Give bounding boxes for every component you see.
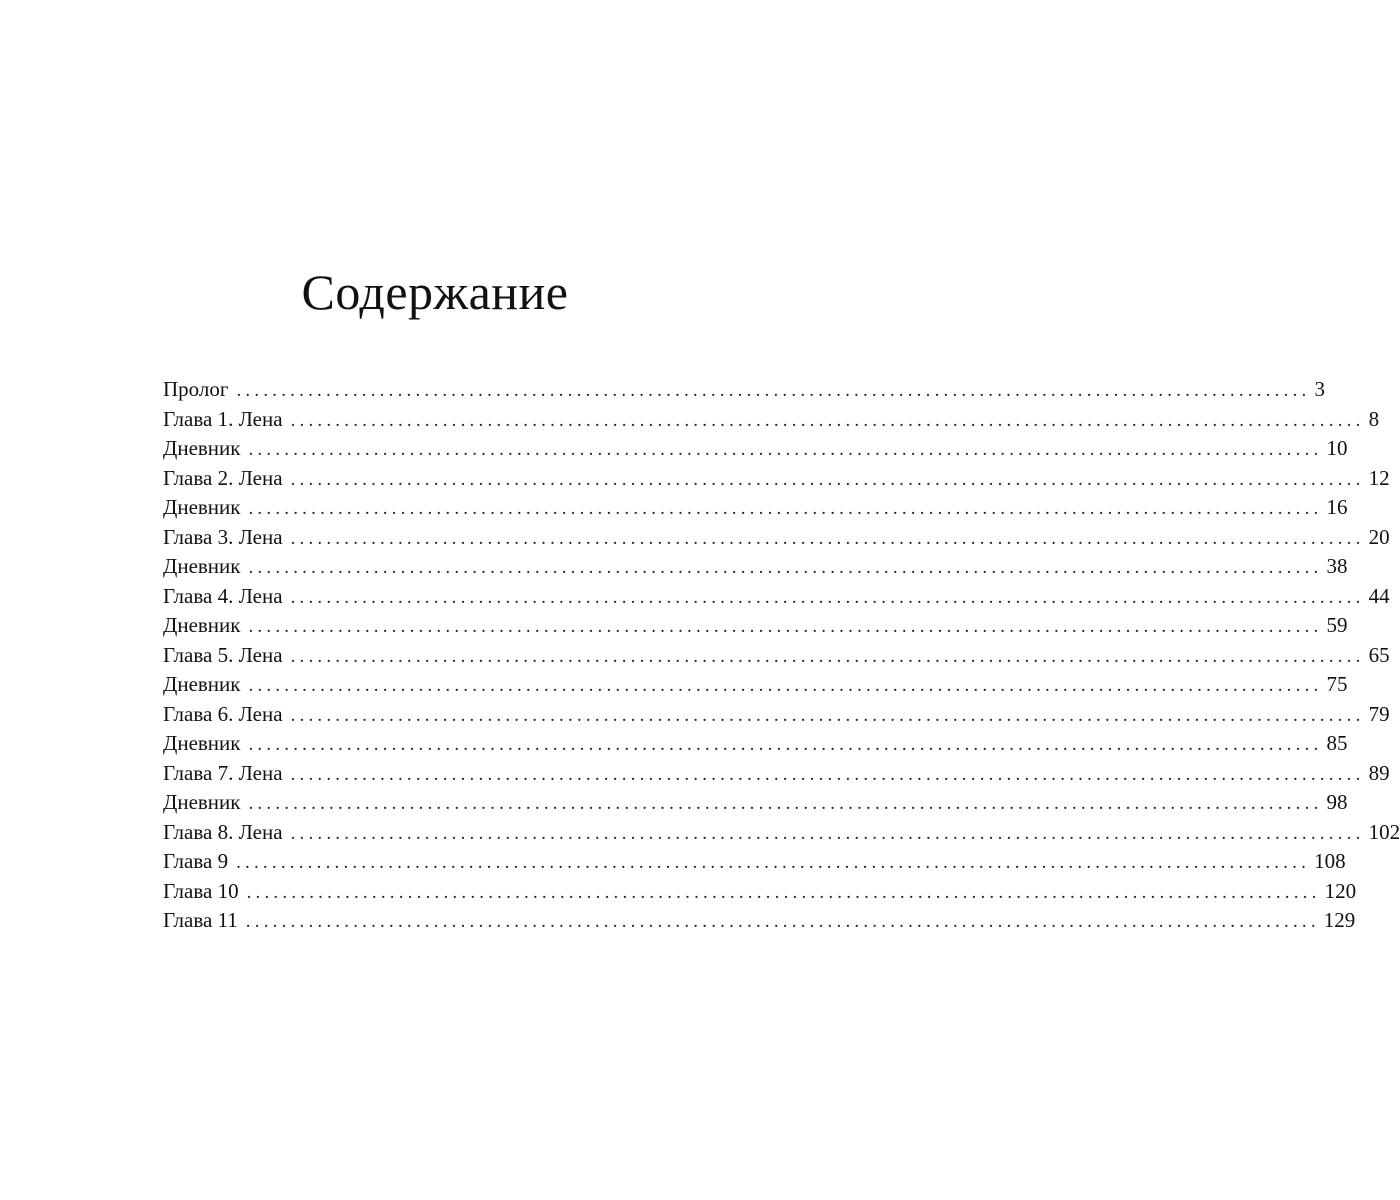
toc-entry-page-number: 98 [1326, 790, 1348, 814]
toc-dot-leader: ........................................................................................................................ [245, 911, 1320, 932]
toc-entry-page-number: 102 [1368, 819, 1400, 844]
toc-entry-page-number: 120 [1324, 878, 1357, 903]
toc-dot-leader: ........................................................................................................................ [248, 793, 1323, 814]
toc-entry [163, 552, 1348, 582]
toc-entry-label: Глава 8. Лена [163, 819, 283, 844]
toc-entry [163, 405, 1380, 435]
toc-entry-label: Дневник [163, 790, 241, 814]
toc-entry-label: Дневник [163, 613, 241, 637]
toc-entry-label: Дневник [163, 436, 241, 460]
toc-entry-label: Глава 10 [163, 878, 239, 903]
toc-entry-page-number: 16 [1326, 495, 1348, 519]
toc-entry [163, 759, 1390, 789]
toc-entry [163, 434, 1348, 464]
toc-entry-label: Глава 3. Лена [163, 524, 283, 549]
toc-entry-page-number: 20 [1368, 524, 1390, 549]
toc-entry-page-number: 10 [1326, 436, 1348, 460]
toc-dot-leader: ........................................................................................................................ [290, 468, 1365, 490]
toc-dot-leader: ........................................................................................................................ [248, 498, 1323, 519]
toc-entry [163, 582, 1390, 612]
toc-entry-label: Глава 5. Лена [163, 642, 283, 667]
toc-dot-leader: ........................................................................................................................ [290, 763, 1365, 785]
toc-dot-leader: ........................................................................................................................ [236, 380, 1311, 401]
toc-entry [163, 375, 1325, 405]
toc-entry-label: Глава 2. Лена [163, 465, 283, 490]
toc-dot-leader: ........................................................................................................................ [248, 734, 1323, 755]
toc-entry-page-number: 79 [1368, 701, 1390, 726]
toc-entry [163, 729, 1348, 759]
toc-entry-page-number: 108 [1314, 849, 1346, 873]
toc-dot-leader: ........................................................................................................................ [290, 527, 1365, 549]
toc-entry [163, 906, 1356, 936]
toc-entry-page-number: 129 [1323, 908, 1356, 932]
toc-entry-label: Дневник [163, 495, 241, 519]
toc-entry-label: Глава 9 [163, 849, 229, 873]
toc-entry-page-number: 12 [1368, 465, 1390, 490]
toc-dot-leader: ........................................................................................................................ [290, 645, 1365, 667]
toc-entry-label: Дневник [163, 731, 241, 755]
toc-entry-label: Глава 11 [163, 908, 238, 932]
toc-dot-leader: ........................................................................................................................ [248, 616, 1323, 637]
toc-entry-page-number: 85 [1326, 731, 1348, 755]
toc-dot-leader: ........................................................................................................................ [290, 822, 1365, 844]
toc-dot-leader: ........................................................................................................................ [290, 409, 1365, 431]
toc-entry-label: Глава 4. Лена [163, 583, 283, 608]
toc-entry-page-number: 8 [1368, 406, 1380, 431]
toc-dot-leader: ........................................................................................................................ [248, 557, 1323, 578]
toc-entry [163, 641, 1390, 671]
toc-dot-leader: ........................................................................................................................ [246, 881, 1321, 903]
toc-entry-label: Глава 1. Лена [163, 406, 283, 431]
toc-dot-leader: ........................................................................................................................ [248, 439, 1323, 460]
toc-dot-leader: ........................................................................................................................ [290, 586, 1365, 608]
toc-entry [163, 611, 1348, 641]
toc-entry [163, 788, 1348, 818]
table-of-contents [163, 375, 1400, 936]
toc-dot-leader: ........................................................................................................................ [236, 852, 1311, 873]
toc-entry-page-number: 65 [1368, 642, 1390, 667]
toc-entry [163, 523, 1390, 553]
toc-entry [163, 670, 1348, 700]
toc-dot-leader: ........................................................................................................................ [248, 675, 1323, 696]
toc-entry-label: Глава 6. Лена [163, 701, 283, 726]
toc-entry-page-number: 59 [1326, 613, 1348, 637]
toc-entry [163, 818, 1400, 848]
toc-entry [163, 847, 1346, 877]
toc-entry-label: Пролог [163, 377, 229, 401]
toc-entry-label: Дневник [163, 672, 241, 696]
toc-entry-page-number: 75 [1326, 672, 1348, 696]
page-title: Содержание [301, 264, 569, 320]
toc-entry-page-number: 89 [1368, 760, 1390, 785]
toc-entry [163, 493, 1348, 523]
toc-entry-page-number: 38 [1326, 554, 1348, 578]
toc-entry-label: Дневник [163, 554, 241, 578]
toc-entry [163, 464, 1390, 494]
toc-entry-label: Глава 7. Лена [163, 760, 283, 785]
toc-dot-leader: ........................................................................................................................ [290, 704, 1365, 726]
toc-entry [163, 700, 1390, 730]
toc-entry [163, 877, 1357, 907]
toc-entry-page-number: 3 [1314, 377, 1325, 401]
toc-entry-page-number: 44 [1368, 583, 1390, 608]
